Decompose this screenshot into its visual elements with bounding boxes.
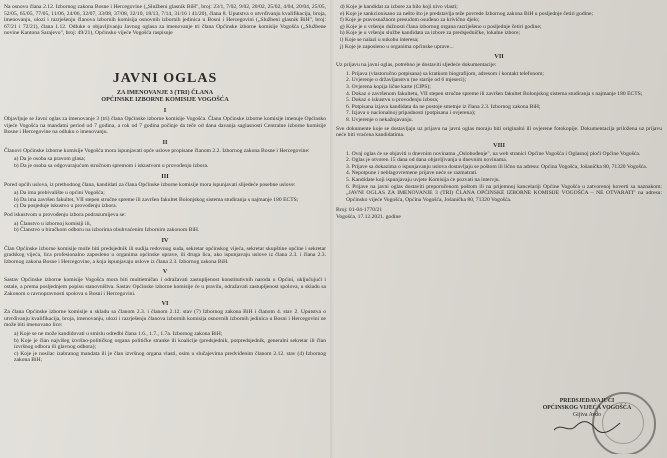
list-item: b) Članstvo u biračkom odboru na izborima obuhvaćenim Izbornim zakonom BiH. (14, 227, 200, 234)
ad-title: JAVNI OGLAS (112, 70, 218, 86)
list-item: d) Koje je kandidat za izbore za bilo koji nivo vlasti; (340, 4, 458, 10)
reference-number: Broj: 01-04-1770/21 (336, 207, 383, 214)
right-column (336, 4, 662, 454)
page-fold (330, 0, 334, 458)
handwritten-signature (552, 420, 622, 434)
section-text: Član Općinske izborne komisije može biti predsjednik ili sudija redovnog suda, sekretar općinskog vijeća, sekretar skupštine općine i sekretar gradskog vijeća, lica profesionalno zaposleno u organima općinske uprave, ili druga lica, ako ispunjavaju uslove iz člana 2.3. i člana 2.3. Izbornog zakona Bosne i Hercegovine, a koja ispunjavaju uslove iz člana 2.3. Izbornog zakona BiH. (4, 245, 326, 265)
list-lead: Pod iskustvom u provođenju izbora podrazumijeva se: (4, 211, 126, 218)
list-item: i) Koje se nalazi u sukobu interesa; (340, 36, 419, 43)
list-item: h) Koje je u vršenju službe kandidata za izbore za predsjedničke, lokalne izbore; (340, 30, 521, 37)
list-item: 6. Prijave na javni oglas dostaviti preporučenom poštom ili na prijemnoj kancelariji Općine Vogošća u zatvorenoj koverti sa naznakom: „JAVNI OGLAS ZA IMENOVANJE 3 (TRI) ČLANA OPĆINSKE IZBORNE KOMISIJE VOGOŠĆA – NE OTVARATI" na adresu: Općinsko vijeće Vogošća, Općina Vogošća, Jošanička 80, 71320 Vogošća. (346, 183, 662, 203)
list-item: 3. Prijave sa dokazima o ispunjavanju uslova dostavljaju se poštom ili lično na adresu: Općina Vogošća, Jošanička 80, 71320 Vogošća. (346, 163, 648, 170)
list-III (4, 190, 326, 210)
list-item: 8. Uvjerenje o nekažnjavanju. (346, 116, 413, 123)
list-item: a) Da je osoba sa pravom glasa; (14, 156, 86, 163)
list-item: 4. Dokaz o završenom fakultetu, VII stepen stručne spreme ili završen fakultet Bolonjskog sistema studiranja s najmanje 180 ECTS; (346, 90, 643, 97)
signature-name: Gijiva Avdo (572, 412, 602, 418)
list-item: a) Članstvo u izbornoj komisiji ili, (14, 220, 92, 227)
ad-subtitle-1: ZA IMENOVANJE 3 (TRI) ČLANA (116, 88, 214, 96)
list-item: j) Koje je zaposleno u organima općinske uprave... (340, 43, 454, 50)
list-item: b) Da ima završen fakultet, VII stepen stručne spreme ili završen fakultet Bolonjskog sistema studiranja s najmanje 180 ECTS; (14, 196, 299, 203)
list-item: 1. Prijava (vlastoručno potpisana) sa kratkom biografijom, adresom i kontakt telefonom; (346, 70, 544, 77)
list-item: 2. Oglas je otvoren 15 dana od dana objavljivanja u dnevnim novinama. (346, 157, 508, 164)
signature-body: OPĆINSKOG VIJEĆA VOGOŠĆA (542, 405, 632, 411)
list-VII (336, 71, 662, 124)
ad-subtitle-2: OPĆINSKE IZBORNE KOMISIJE VOGOŠĆA (101, 96, 229, 104)
signature-block (522, 398, 652, 450)
list-item: 4. Nepotpune i neblagovremene prijave neće se razmatrati. (346, 170, 478, 177)
list-VIII (336, 151, 662, 204)
left-column (4, 4, 326, 454)
section-text: Pored općih uslova, iz prethodnog člana, kandidati za člana Općinske izborne komisije mora ispunjavati slijedeće posebne uslove: (4, 181, 296, 188)
section-heading: V (162, 268, 168, 276)
list-item: b) Koje je član najvišeg izvršno-političkog organa političke stranke ili koalicije (predsjednik, potpredsjednik, generalni sekretar ili član izvršnog odbora ili glavnog odbora); (14, 337, 326, 351)
section-heading: III (161, 172, 169, 180)
section-heading: VIII (492, 141, 506, 149)
list-item: c) Koje je nosilac izabranog mandata ili je član izvršnog organa vlasti, osim u slučajevima predviđenim članom 2.12. stav (4) Izbornog zakona BiH; (14, 350, 326, 364)
section-text: Uz prijavu na javni oglas, potrebno je dostaviti sljedeće dokumentacije: (336, 62, 497, 69)
list-item: 5. Kandidate koji ispunjavaju uvjete Komisija će pozvati na intervju. (346, 177, 500, 184)
signature-title: PREDSJEDAVAJUĆI (559, 398, 615, 404)
list-item: 6. Potpisana izjava kandidata da ne postoje smetnje iz člana 2.3. Izbornog zakona BiH; (346, 103, 541, 110)
list-item: e) Koje je sankcionisano za nešto što je predstavlja teže povrede Izbornog zakona BiH u posljednje četiri godine; (340, 10, 594, 17)
issue-date: Vogošća, 17.12.2021. godine (336, 214, 401, 221)
intro-paragraph: Na osnovu člana 2.12. Izbornog zakona Bosne i Hercegovine („Službeni glasnik BiH", broj: 23/1, 7/02, 9/02, 20/02, 25/02, 4/04, 20/04, 25/05, 52/05, 65/05, 77/05, 11/06, 24/06, 32/07, 33/08, 37/08, 32/10, 18/13, 7/14, 31/16 i 41/20), člana 8. Uputstva o utvrđivanju kvalifikacija, broja, imenovanju, ulozi i razrješenju članova izbornih komisija osnovnih izbornih jedinica u Bosni i Hercegovini („Službeni glasnik BiH", broj: 67/21 i 72/21), člana 1.12. Odluke o objavljivanju Javnog oglasa za imenovanje tri člana Općinske izborne komisije Vogošća („Službene novine Kantona Sarajevo", broj: 49/21), Općinsko vijeće Vogošća raspisuje (4, 4, 326, 37)
section-text: Članovi Općinske izborne komisije Vogošća mora ispunjavati opće uslove propisane članom 2.2. Izbornog zakona Bosne i Hercegovine: (4, 147, 310, 154)
list-item: 3. Ovjerena kopija lične karte (CIPS); (346, 83, 431, 90)
section-heading: I (163, 106, 167, 114)
list-item: 1. Ovaj oglas će se objaviti u dnevnim novinama „Oslobođenje", na web stranici Općine Vogošća i Oglasnoj ploči Općine Vogošća. (346, 150, 641, 157)
list-item: 7. Izjava o nacionalnoj pripadnosti (potpisana i ovjerena); (346, 110, 476, 117)
list-item: c) Da posjeduje iskustvo u provođenju izbora. (14, 203, 117, 210)
section-heading: II (162, 138, 168, 146)
list-item: 2. Uvjerenje o državljanstvu (ne starije od 6 mjeseci); (346, 77, 467, 84)
list-III-b (4, 221, 326, 234)
list-item: g) Koje je u vršenju dužnosti člana izbornog organa razriješeno u posljednje četiri godine; (340, 23, 542, 30)
list-item: a) Da ima prebivalište u općini Vogošća; (14, 190, 105, 197)
list-VI-continued (336, 4, 662, 50)
section-text: Sve dokumente koje se dostavljaju uz prijavu na javni oglas moraju biti originalni ili ovjerene fotokopije. Dokumentacija priložena uz prijavu neće biti vraćena kandidatima. (336, 125, 662, 139)
section-heading: IV (161, 236, 169, 244)
section-text: Objavljuje se Javni oglas za imenovanje 3 (tri) člana Općinske izborne komisije Vogošća. Članu Općinske izborne komisije imenuje Općinsko vijeće Vogošća na mandatni period od 7 godina, a rok od 7 godina počinje da teče od dana davanja saglasnosti Centralne izborne komisije Bosne i Hercegovine na odluku o imenovanju. (4, 115, 326, 136)
list-II (4, 156, 326, 169)
list-item: b) Da je osoba sa odgovarajućom stručnom spremom i iskustvom u provođenju izbora. (14, 162, 209, 169)
document-footer (336, 207, 662, 221)
list-item: a) Koje se ne može kandidovati u smislu odredbi člana 1.6., 1.7., 1.7a. Izbornog zakona BiH; (14, 331, 223, 338)
section-heading: VII (494, 53, 504, 61)
list-item: 5. Dokaz o iskustvu u provođenju izbora; (346, 97, 439, 104)
list-VI (4, 331, 326, 364)
section-text: Sastav Općinske izborne komisije Vogošća mora biti multietničan i odražavati zastupljenost konstitutivnih naroda u Općini, uključujući i ostale, a prema posljednjem popisu stanovništva. Sastav Općinske izborne komisije će u pravilu, odražavati zastupljenost spolova, u skladu sa Zakonom o ravnopravnosti spolova u Bosni i Hercegovini. (4, 277, 326, 297)
list-item: f) Koje je pravosnažnom presudom osuđeno za krivično djelo; (340, 17, 480, 24)
section-heading: VI (161, 300, 169, 308)
section-text: Za člana Općinske izborne komisije u skladu sa članom 2.3. i članom 2.12. stav (7) Izbornog zakona BiH i članom 4. stav 2. Uputstva o utvrđivanju kvalifikacija, broja, imenovanju, ulozi i razrješenju članova izbornih komisija osnovnih izbornih jedinica u Bosni i Hercegovini ne može biti imenovano lice: (4, 309, 326, 329)
